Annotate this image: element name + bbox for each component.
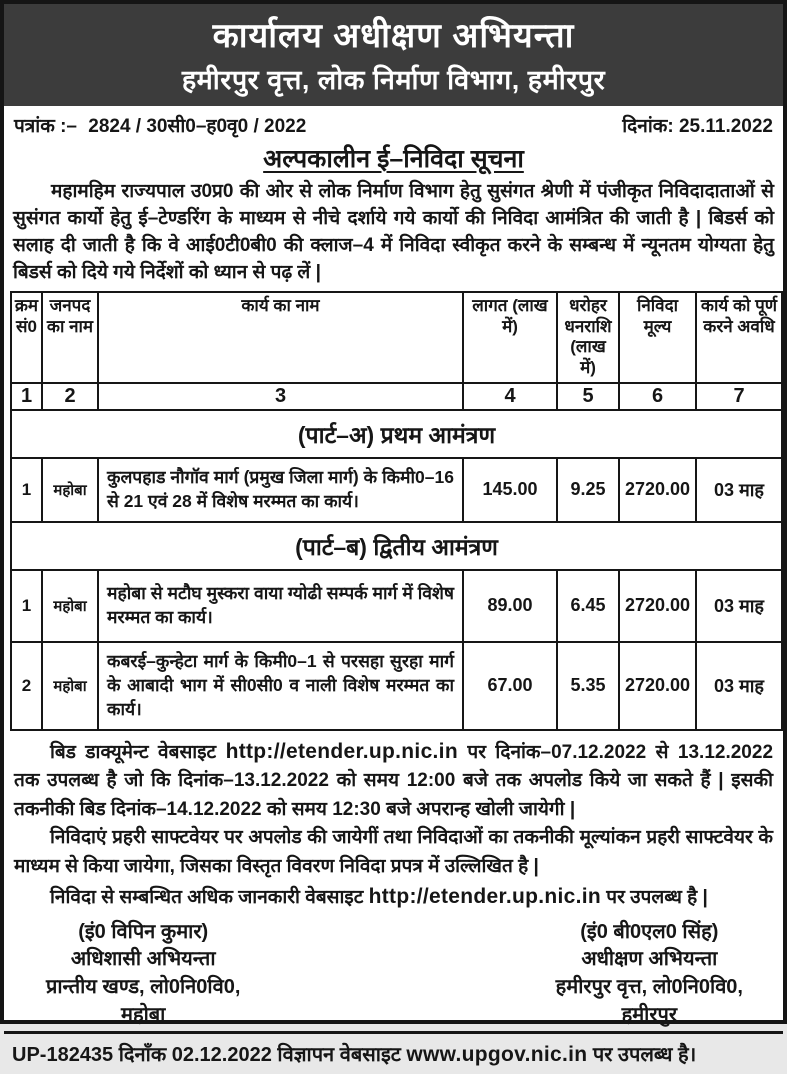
district-cell: महोबा bbox=[42, 458, 98, 522]
table-header-row bbox=[11, 292, 782, 383]
letter-number-value: 2824 / 30सी0–ह0वृ0 / 2022 bbox=[88, 116, 307, 137]
table-row bbox=[11, 458, 782, 522]
sno-cell: 2 bbox=[11, 642, 42, 730]
col-number: 5 bbox=[557, 383, 619, 410]
signature-row bbox=[4, 915, 783, 1031]
note-more-info bbox=[14, 881, 773, 913]
sno-cell: 1 bbox=[11, 570, 42, 642]
signatory-name: (इं0 बी0एल0 सिंह) bbox=[580, 920, 719, 943]
date-value: 25.11.2022 bbox=[678, 116, 773, 137]
district-cell: महोबा bbox=[42, 642, 98, 730]
col-header-emd: धरोहर धनराशि (लाख में) bbox=[557, 292, 619, 383]
signature-left bbox=[46, 919, 240, 1029]
signatory-office: हमीरपुर वृत्त, लो0नि0वि0, bbox=[555, 976, 743, 998]
cost-cell: 89.00 bbox=[463, 570, 557, 642]
col-header-cost: लागत (लाख में) bbox=[463, 292, 557, 383]
sno-cell: 1 bbox=[11, 458, 42, 522]
work-cell: कबरई–कुन्हेटा मार्ग के किमी0–1 से परसहा सुरहा मार्ग के आबादी भाग में सी0सी0 व नाली विशेष मरम्मत का कार्य। bbox=[98, 642, 463, 730]
signatory-office: प्रान्तीय खण्ड, लो0नि0वि0, bbox=[46, 976, 241, 998]
table-row bbox=[11, 570, 782, 642]
col-number: 3 bbox=[98, 383, 463, 410]
duration-cell: 03 माह bbox=[696, 458, 782, 522]
table-row bbox=[11, 642, 782, 730]
letter-number-label: पत्रांक :– bbox=[14, 116, 77, 137]
signatory-name: (इं0 विपिन कुमार) bbox=[78, 920, 209, 943]
tender-value-cell: 2720.00 bbox=[619, 642, 696, 730]
publication-bar bbox=[4, 1031, 783, 1074]
col-header-tender-value: निविदा मूल्य bbox=[619, 292, 696, 383]
reference-row bbox=[4, 106, 783, 138]
section-header-part-a bbox=[11, 410, 782, 458]
tender-value-cell: 2720.00 bbox=[619, 458, 696, 522]
signatory-place: हमीरपुर bbox=[621, 1003, 678, 1026]
col-number: 1 bbox=[11, 383, 42, 410]
signatory-place: महोबा bbox=[121, 1003, 166, 1026]
note-text: निविदा से सम्बन्धित अधिक जानकारी वेबसाइट bbox=[50, 887, 369, 909]
page-title: अल्पकालीन ई–निविदा सूचना bbox=[263, 145, 524, 173]
col-number: 2 bbox=[42, 383, 98, 410]
publication-text: UP-182435 दिनाँक 02.12.2022 विज्ञापन वेबसाइट bbox=[12, 1044, 407, 1067]
column-number-row bbox=[11, 383, 782, 410]
works-table bbox=[10, 291, 783, 731]
duration-cell: 03 माह bbox=[696, 642, 782, 730]
note-prahari-software: निविदाएं प्रहरी साफ्टवेयर पर अपलोड की जायेगीं तथा निविदाओं का तकनीकी मूल्यांकन प्रहरी साफ्टवेयर के माध्यम से किया जायेगा, जिसका विस्तृत विवरण निविदा प्रपत्र में उल्लिखित है | bbox=[14, 827, 773, 877]
notes-section bbox=[4, 731, 783, 915]
cost-cell: 145.00 bbox=[463, 458, 557, 522]
office-name: कार्यालय अधीक्षण अभियन्ता bbox=[212, 17, 575, 55]
section-title: (पार्ट–ब) द्वितीय आमंत्रण bbox=[11, 522, 782, 570]
signature-right bbox=[556, 919, 743, 1029]
work-cell: कुलपहाड नौगॉव मार्ग (प्रमुख जिला मार्ग) के किमी0–16 से 21 एवं 28 में विशेष मरम्मत का कार्य। bbox=[98, 458, 463, 522]
emd-cell: 5.35 bbox=[557, 642, 619, 730]
section-header-part-b bbox=[11, 522, 782, 570]
col-header-duration: कार्य को पूर्ण करने अवधि bbox=[696, 292, 782, 383]
etender-url: http://etender.up.nic.in bbox=[368, 885, 601, 909]
intro-paragraph: महामहिम राज्यपाल उ0प्र0 की ओर से लोक निर्माण विभाग हेतु सुसंगत श्रेणी में पंजीकृत निविदादाताओं से सुसंगत कार्यो हेतु ई–टेण्डरिंग के माध्यम से नीचे दर्शाये गये कार्यो की निविदा आमंत्रित की जाती है | बिडर्स को सलाह दी जाती है कि वे आई0टी0बी0 की क्लाज–4 में निविदा स्वीकृत करने के सम्बन्ध में न्यूनतम योग्यता हेतु बिडर्स को दिये गये निर्देशों को ध्यान से पढ़ लें | bbox=[13, 181, 774, 283]
tender-value-cell: 2720.00 bbox=[619, 570, 696, 642]
upgov-url: www.upgov.nic.in bbox=[406, 1043, 588, 1067]
date-label: दिनांक: bbox=[622, 116, 674, 137]
col-header-district: जनपद का नाम bbox=[42, 292, 98, 383]
col-header-sno: क्रम सं0 bbox=[11, 292, 42, 383]
duration-cell: 03 माह bbox=[696, 570, 782, 642]
note-text: बिड डाक्यूमेन्ट वेबसाइट bbox=[50, 741, 226, 763]
notice-date bbox=[622, 112, 773, 138]
note-text: पर उपलब्ध है | bbox=[601, 887, 708, 909]
etender-url: http://etender.up.nic.in bbox=[225, 739, 458, 763]
emd-cell: 6.45 bbox=[557, 570, 619, 642]
district-cell: महोबा bbox=[42, 570, 98, 642]
col-header-work: कार्य का नाम bbox=[98, 292, 463, 383]
col-number: 6 bbox=[619, 383, 696, 410]
cost-cell: 67.00 bbox=[463, 642, 557, 730]
signatory-designation: अधीक्षण अभियन्ता bbox=[581, 948, 718, 971]
note-bid-document bbox=[14, 736, 773, 825]
section-title: (पार्ट–अ) प्रथम आमंत्रण bbox=[11, 410, 782, 458]
emd-cell: 9.25 bbox=[557, 458, 619, 522]
work-cell: महोबा से मटौघ मुस्करा वाया ग्योढी सम्पर्क मार्ग में विशेष मरम्मत का कार्य। bbox=[98, 570, 463, 642]
office-address: हमीरपुर वृत्त, लोक निर्माण विभाग, हमीरपुर bbox=[181, 65, 606, 95]
col-number: 7 bbox=[696, 383, 782, 410]
col-number: 4 bbox=[463, 383, 557, 410]
signatory-designation: अधिशासी अभियन्ता bbox=[70, 948, 216, 971]
masthead bbox=[4, 4, 783, 106]
letter-number bbox=[14, 112, 306, 138]
note-text: पर दिनांक–07.12.2022 से 13.12.2022 तक उपलब्ध है जो कि दिनांक–13.12.2022 को समय 12:00 बजे तक अपलोड किये जा सकते हैं | इसकी तकनीकी बिड दिनांक–14.12.2022 को समय 12:30 बजे अपरान्ह खोली जायेगी | bbox=[14, 741, 774, 820]
publication-text: पर उपलब्ध है। bbox=[587, 1044, 697, 1067]
